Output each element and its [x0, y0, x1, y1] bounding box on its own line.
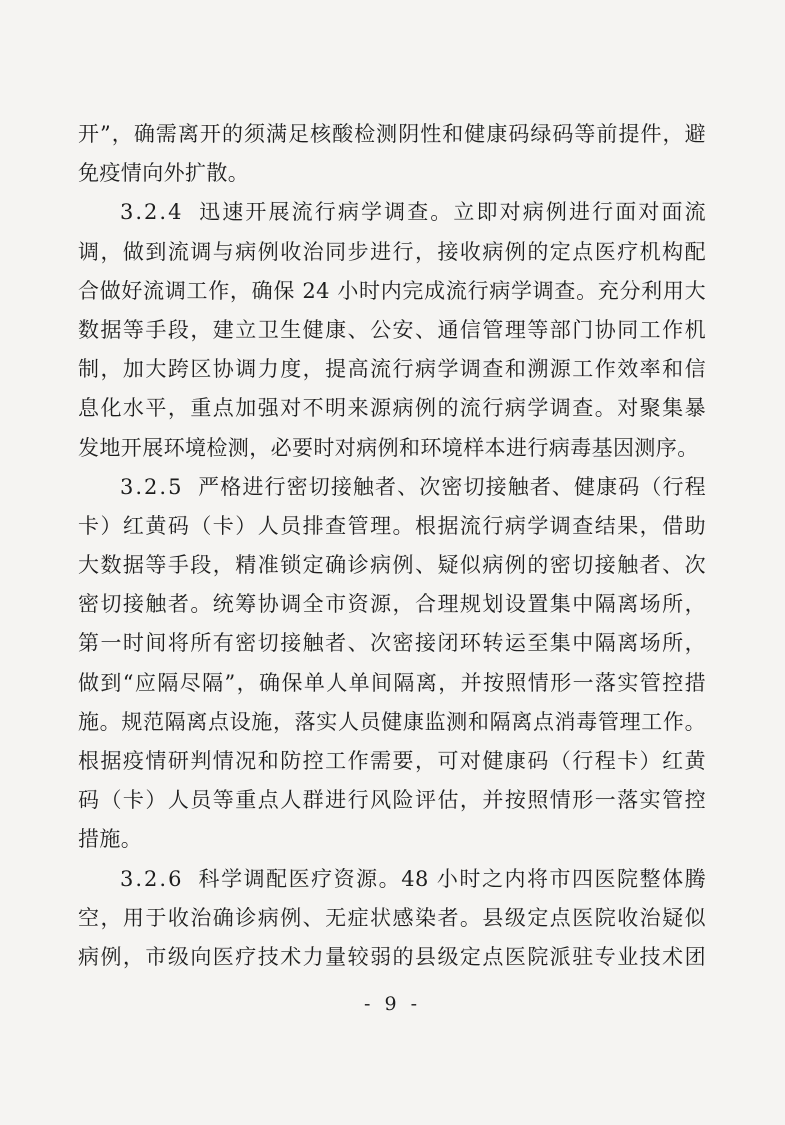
text-line: 发地开展环境检测，必要时对病例和环境样本进行病毒基因测序。 [78, 435, 699, 460]
section-title: 严格进行密切接触者、次密切接触者、健康码（行程 [197, 474, 706, 499]
section-number: 3.2.6 [120, 866, 184, 891]
text-line: 制，加大跨区协调力度，提高流行病学调查和溯源工作效率和信 [78, 357, 706, 382]
text-line: 密切接触者。统筹协调全市资源，合理规划设置集中隔离场所， [78, 592, 706, 617]
text-line: 息化水平，重点加强对不明来源病例的流行病学调查。对聚集暴 [78, 396, 706, 421]
section-heading-line [78, 860, 706, 899]
section-title: 科学调配医疗资源。48 小时之内将市四医院整体腾 [197, 866, 706, 891]
section-number: 3.2.5 [120, 474, 184, 499]
page-number: - 9 - [363, 993, 421, 1015]
text-line: 免疫情向外扩散。 [78, 161, 250, 186]
text-line: 合做好流调工作，确保 24 小时内完成流行病学调查。充分利用大 [78, 278, 706, 303]
text-line: 卡）红黄码（卡）人员排查管理。根据流行病学调查结果，借助 [78, 513, 706, 538]
text-line: 大数据等手段，精准锁定确诊病例、疑似病例的密切接触者、次 [78, 553, 706, 578]
text-line: 施。规范隔离点设施，落实人员健康监测和隔离点消毒管理工作。 [78, 709, 706, 734]
text-line: 数据等手段，建立卫生健康、公安、通信管理等部门协同工作机 [78, 317, 706, 342]
document-body [78, 115, 706, 977]
text-line: 根据疫情研判情况和防控工作需要，可对健康码（行程卡）红黄 [78, 749, 706, 773]
section-number: 3.2.4 [120, 200, 184, 225]
text-line: 码（卡）人员等重点人群进行风险评估，并按照情形一落实管控 [78, 788, 706, 813]
text-line: 调，做到流调与病例收治同步进行，接收病例的定点医疗机构配 [78, 239, 706, 264]
text-line: 病例，市级向医疗技术力量较弱的县级定点医院派驻专业技术团 [78, 944, 706, 969]
text-line: 做到“应隔尽隔”，确保单人单间隔离，并按照情形一落实管控措 [78, 670, 706, 695]
section-heading-line [78, 193, 706, 232]
section-heading-line [78, 468, 706, 507]
text-line: 空，用于收治确诊病例、无症状感染者。县级定点医院收治疑似 [78, 905, 706, 930]
text-line: 开”，确需离开的须满足核酸检测阴性和健康码绿码等前提件，避 [78, 122, 706, 146]
section-title: 迅速开展流行病学调查。立即对病例进行面对面流 [197, 200, 706, 225]
text-line: 第一时间将所有密切接触者、次密接闭环转运至集中隔离场所， [78, 631, 706, 656]
text-line: 措施。 [78, 827, 143, 852]
